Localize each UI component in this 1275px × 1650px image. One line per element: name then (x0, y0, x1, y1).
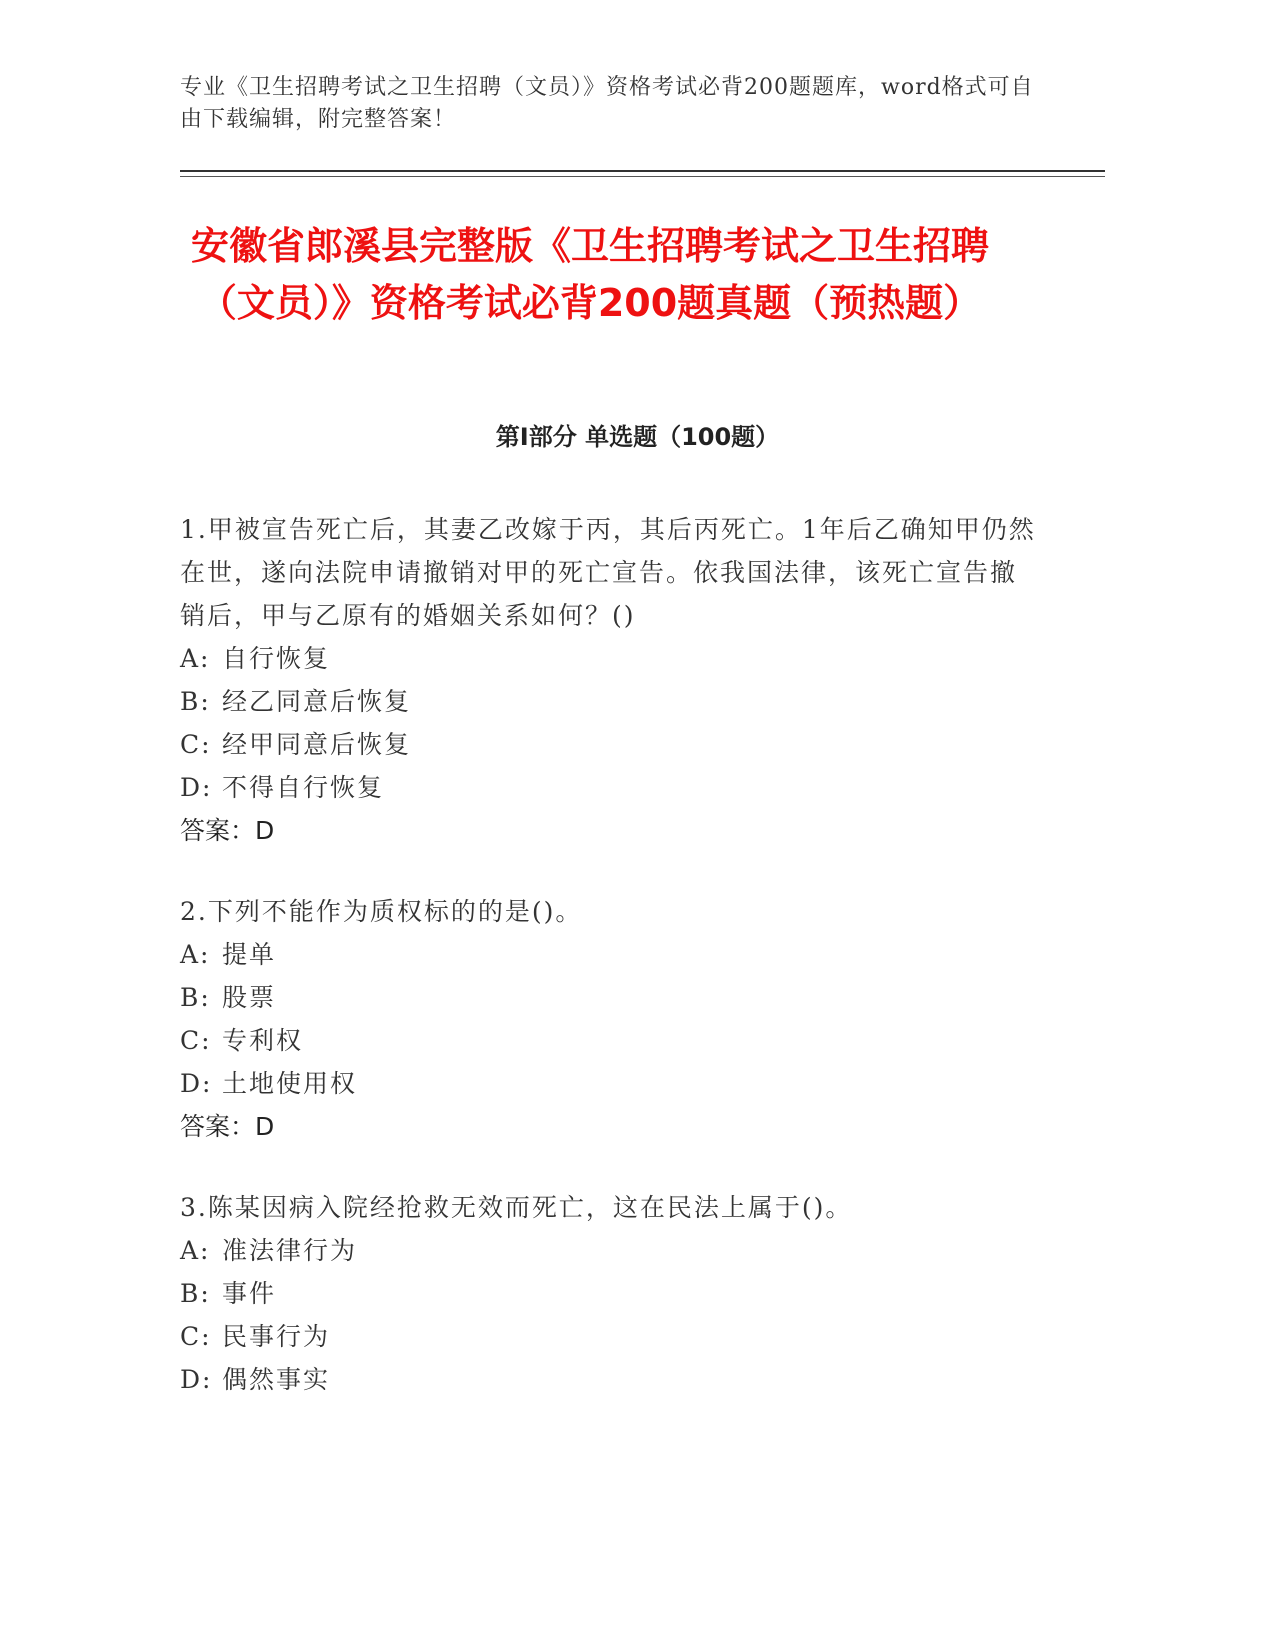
question-1 (180, 508, 1040, 852)
question-3 (180, 1186, 1040, 1401)
question-stem: 1.甲被宣告死亡后，其妻乙改嫁于丙，其后丙死亡。1年后乙确知甲仍然在世，遂向法院申请撤销对甲的死亡宣告。依我国法律，该死亡宣告撤销后，甲与乙原有的婚姻关系如何？() (180, 515, 1036, 630)
option-letter: C: (180, 1322, 212, 1351)
option-c (180, 1019, 1040, 1062)
answer-line: 答案：D (180, 1112, 275, 1141)
option-text: 民事行为 (222, 1322, 331, 1351)
question-2 (180, 890, 1040, 1148)
option-text: 经甲同意后恢复 (222, 730, 412, 759)
question-list (180, 508, 1040, 1439)
header-note: 专业《卫生招聘考试之卫生招聘（文员）》资格考试必背200题题库，word格式可自由下载编辑，附完整答案！ (180, 75, 1034, 132)
option-b (180, 976, 1040, 1019)
option-letter: C: (180, 730, 212, 759)
option-b (180, 680, 1040, 723)
question-stem: 2.下列不能作为质权标的的是()。 (180, 897, 583, 926)
option-letter: B: (180, 687, 211, 716)
option-text: 专利权 (222, 1026, 304, 1055)
option-letter: D: (180, 1365, 213, 1394)
option-b (180, 1272, 1040, 1315)
option-letter: C: (180, 1026, 212, 1055)
option-d (180, 1062, 1040, 1105)
option-d (180, 1358, 1040, 1401)
option-letter: A: (180, 1236, 211, 1265)
option-text: 不得自行恢复 (222, 773, 385, 802)
header-rule-thick (180, 170, 1105, 172)
option-letter: D: (180, 1069, 213, 1098)
option-text: 提单 (222, 940, 277, 969)
option-d (180, 766, 1040, 809)
option-letter: A: (180, 644, 211, 673)
option-a (180, 1229, 1040, 1272)
option-c (180, 723, 1040, 766)
option-text: 偶然事实 (222, 1365, 331, 1394)
option-text: 准法律行为 (222, 1236, 358, 1265)
section-heading: 第I部分 单选题（100题） (495, 423, 780, 451)
option-a (180, 933, 1040, 976)
option-letter: D: (180, 773, 213, 802)
option-text: 经乙同意后恢复 (222, 687, 412, 716)
option-text: 事件 (222, 1279, 277, 1308)
option-c (180, 1315, 1040, 1358)
option-a (180, 637, 1040, 680)
option-letter: B: (180, 983, 211, 1012)
question-stem: 3.陈某因病入院经抢救无效而死亡，这在民法上属于()。 (180, 1193, 853, 1222)
header-rule-thin (180, 176, 1105, 177)
answer-line: 答案：D (180, 816, 275, 845)
option-letter: B: (180, 1279, 211, 1308)
option-text: 股票 (222, 983, 277, 1012)
option-text: 自行恢复 (222, 644, 331, 673)
option-letter: A: (180, 940, 211, 969)
document-title: 安徽省郎溪县完整版《卫生招聘考试之卫生招聘（文员）》资格考试必背200题真题（预热题） (190, 224, 989, 325)
option-text: 土地使用权 (222, 1069, 358, 1098)
